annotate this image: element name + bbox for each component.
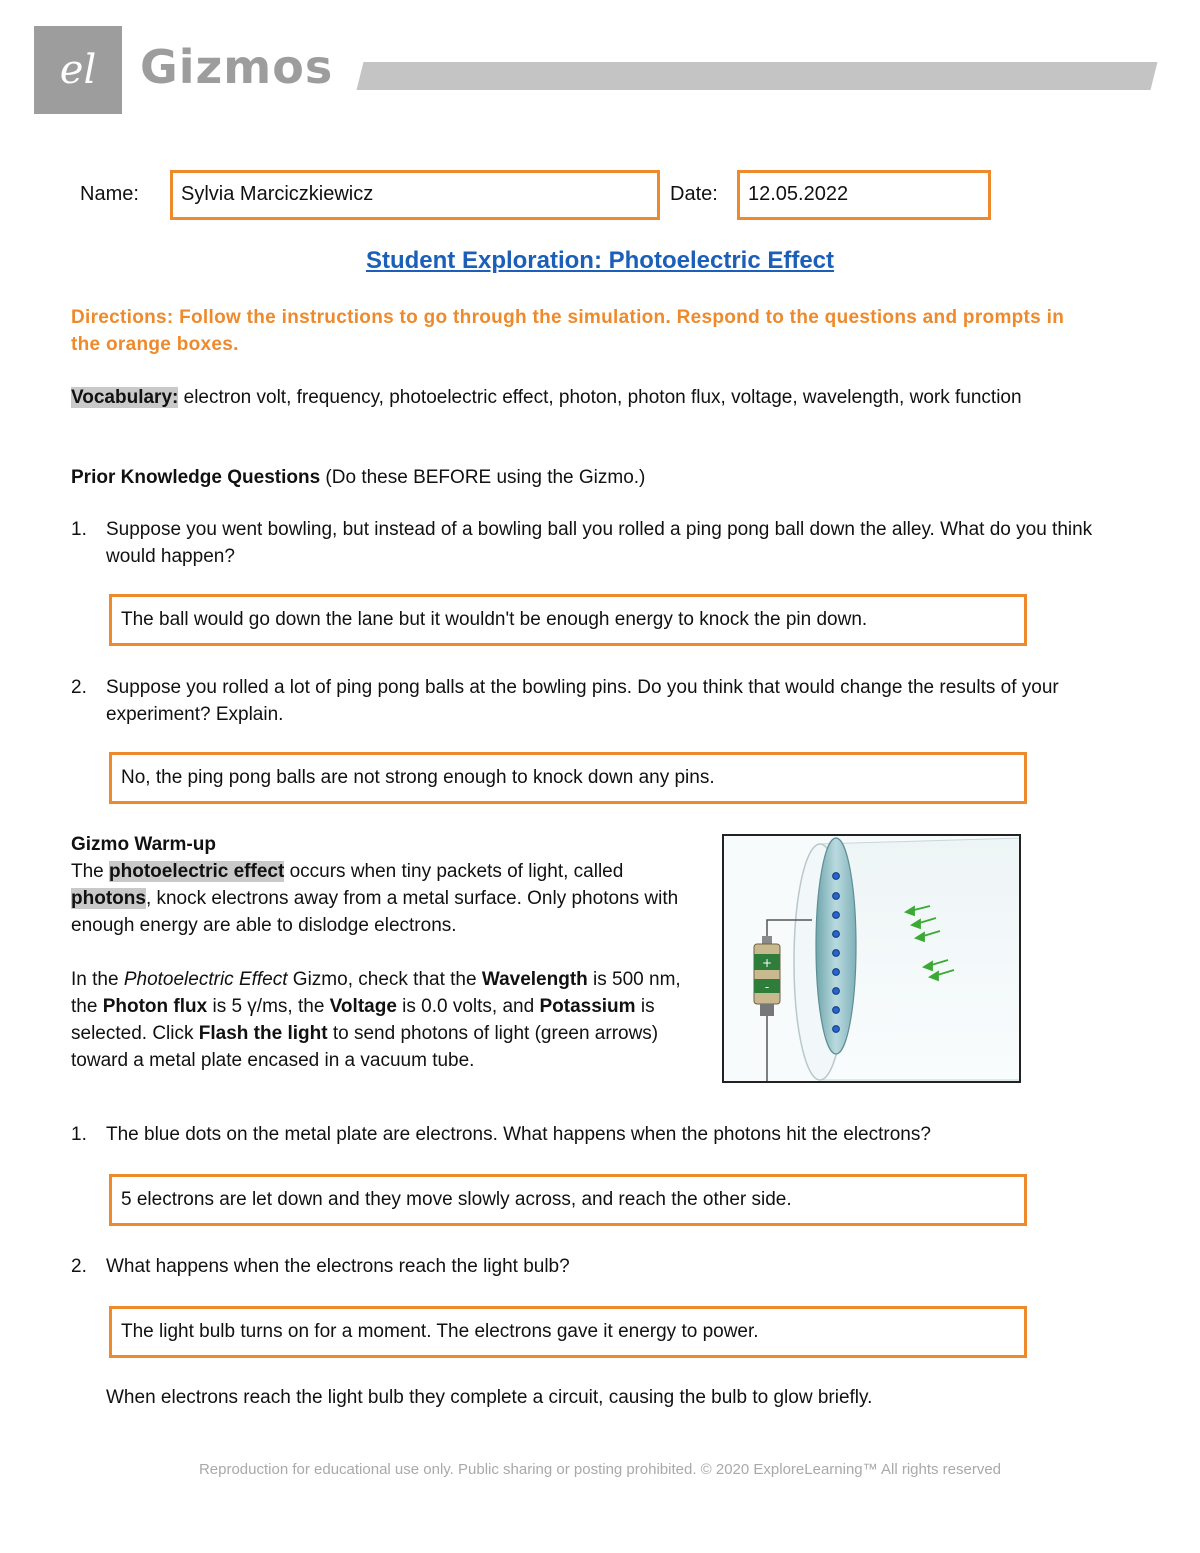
vocabulary-label: Vocabulary:: [71, 387, 179, 408]
svg-text:-: -: [764, 980, 770, 994]
prior-answer-2[interactable]: No, the ping pong balls are not strong enough to knock down any pins.: [109, 752, 1027, 804]
warmup-heading: Gizmo Warm-up: [71, 834, 216, 855]
copyright-footer: Reproduction for educational use only. Public sharing or posting prohibited. © 2020 ExploreLearning™ All rights reserved: [198, 1461, 1002, 1478]
photoelectric-tube-illustration: [722, 834, 1021, 1083]
vocabulary-section: [71, 384, 1081, 411]
warmup-paragraph-2: In the Photoelectric Effect Gizmo, check that the Wavelength is 500 nm, the Photon flux is 5 γ/ms, the Voltage is 0.0 volts, and Potassium is selected. Click Flash the light to send photons of light (green arrows) toward a metal plate encased in a vacuum tube.: [71, 969, 681, 1071]
warmup-paragraph-1: The photoelectric effect occurs when tiny packets of light, called photons, knock electrons away from a metal surface. Only photons with enough energy are able to dislodge electrons.: [71, 861, 679, 936]
prior-knowledge-heading: Prior Knowledge Questions (Do these BEFORE using the Gizmo.): [71, 467, 646, 488]
brand-name: Gizmos: [140, 40, 334, 94]
prior-question-2: 2. Suppose you rolled a lot of ping pong balls at the bowling pins. Do you think that would change the results of your experiment? Explain.: [71, 677, 1059, 725]
explorelearning-logo: el: [34, 26, 122, 114]
warmup-answer-1[interactable]: 5 electrons are let down and they move slowly across, and reach the other side.: [109, 1174, 1027, 1226]
directions-text: Directions: Follow the instructions to go through the simulation. Respond to the questions and prompts in the orange boxes.: [71, 307, 1065, 355]
name-label: Name:: [80, 183, 139, 205]
warmup-note: When electrons reach the light bulb they complete a circuit, causing the bulb to glow briefly.: [106, 1387, 873, 1408]
header-decorative-bar: [357, 62, 1158, 90]
vocabulary-list: electron volt, frequency, photoelectric effect, photon, photon flux, voltage, wavelength, work function: [178, 387, 1022, 408]
metal-plate: [816, 838, 856, 1054]
warmup-question-2: 2. What happens when the electrons reach the light bulb?: [71, 1256, 570, 1277]
page-header: [34, 26, 1164, 114]
warmup-answer-2[interactable]: The light bulb turns on for a moment. The electrons gave it energy to power.: [109, 1306, 1027, 1358]
prior-question-1: 1. Suppose you went bowling, but instead of a bowling ball you rolled a ping pong ball down the alley. What do you think would happen?: [71, 519, 1093, 567]
date-label: Date:: [670, 183, 718, 205]
electrons: [833, 873, 840, 1033]
tube-diagram-svg: [724, 836, 1021, 1083]
date-field[interactable]: 12.05.2022: [737, 170, 991, 220]
prior-answer-1[interactable]: The ball would go down the lane but it wouldn't be enough energy to knock the pin down.: [109, 594, 1027, 646]
name-field[interactable]: Sylvia Marciczkiewicz: [170, 170, 660, 220]
warmup-question-1: 1. The blue dots on the metal plate are electrons. What happens when the photons hit the electrons?: [71, 1124, 931, 1145]
warmup-section: [71, 831, 706, 1074]
page-title: Student Exploration: Photoelectric Effect: [365, 247, 835, 274]
battery-icon: [754, 936, 780, 1016]
svg-text:+: +: [761, 956, 773, 970]
